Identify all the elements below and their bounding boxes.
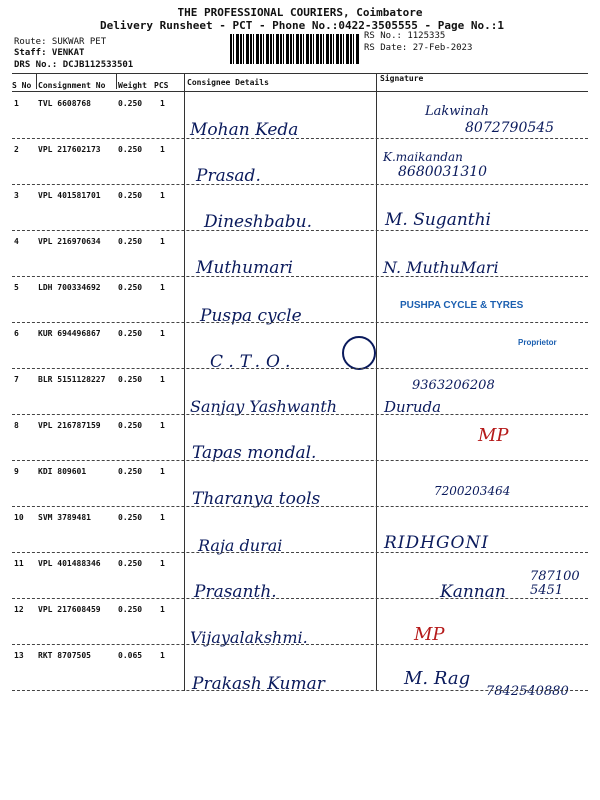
row-sno: 1 (14, 99, 19, 108)
row-consignee: Prasanth. (194, 582, 277, 602)
row-consignment-no: KDI 809601 (38, 467, 87, 476)
row-sno: 4 (14, 237, 19, 246)
row-weight: 0.250 (118, 421, 143, 430)
col-header-pcs: PCS (154, 81, 169, 90)
row-sno: 10 (14, 513, 24, 522)
row-sno: 11 (14, 559, 24, 568)
company-title: THE PROFESSIONAL COURIERS, Coimbatore (177, 6, 423, 19)
row-consignee: Prakash Kumar (192, 674, 325, 694)
col-divider (116, 73, 117, 89)
row-consignment-no: VPL 217608459 (38, 605, 101, 614)
col-header-consignee: Consignee Details (187, 78, 269, 87)
table-top-rule (12, 73, 588, 74)
row-signature: K.maikandan (383, 150, 463, 164)
row-weight: 0.250 (118, 145, 143, 154)
row-signature-phone: 7200203464 (434, 484, 511, 498)
row-pcs: 1 (160, 145, 165, 154)
row-separator (12, 644, 588, 645)
row-sno: 5 (14, 283, 19, 292)
row-consignee: Mohan Keda (190, 120, 299, 140)
row-signature-phone: 9363206208 (412, 378, 495, 393)
row-pcs: 1 (160, 559, 165, 568)
col-header-sno: S No (12, 81, 32, 90)
row-sno: 8 (14, 421, 19, 430)
staff-label: Staff: VENKAT (14, 48, 85, 58)
row-signature-phone: 787100 5451 (530, 569, 580, 598)
route-label: Route: SUKWAR PET (14, 37, 107, 47)
row-sno: 7 (14, 375, 19, 384)
row-consignment-no: RKT 8707505 (38, 651, 91, 660)
row-consignee: Muthumari (196, 258, 293, 278)
stamp-shop-name: PUSHPA CYCLE & TYRES (400, 300, 524, 311)
row-consignment-no: TVL 6608768 (38, 99, 91, 108)
row-signature: Lakwinah (425, 104, 490, 119)
col-header-consignment: Consignment No (38, 81, 106, 90)
row-signature: Duruda (384, 398, 442, 416)
row-consignment-no: LDH 700334692 (38, 283, 101, 292)
row-consignee: Raja durai (198, 536, 283, 555)
row-consignee: Sanjay Yashwanth (190, 397, 338, 416)
row-consignee: Prasad. (196, 166, 261, 186)
row-consignment-no: VPL 401581701 (38, 191, 101, 200)
row-pcs: 1 (160, 329, 165, 338)
row-consignee: Vijayalakshmi. (190, 628, 308, 647)
row-separator (12, 184, 588, 185)
row-weight: 0.250 (118, 559, 143, 568)
row-consignment-no: SVM 3789481 (38, 513, 91, 522)
row-consignment-no: VPL 216787159 (38, 421, 101, 430)
row-separator (12, 414, 588, 415)
row-pcs: 1 (160, 513, 165, 522)
row-weight: 0.250 (118, 99, 143, 108)
row-separator (12, 276, 588, 277)
barcode (230, 34, 360, 64)
row-consignment-no: VPL 217602173 (38, 145, 101, 154)
row-signature: MP (414, 624, 445, 645)
rs-number: RS No.: 1125335 (364, 31, 446, 41)
row-weight: 0.250 (118, 605, 143, 614)
col-header-signature: Signature (380, 74, 424, 83)
runsheet-subtitle: Delivery Runsheet - PCT - Phone No.:0422-3505555 - Page No.:1 (100, 19, 504, 32)
drs-number: DRS No.: DCJB112533501 (14, 60, 134, 70)
row-signature: RIDHGONI (384, 533, 490, 553)
row-sno: 3 (14, 191, 19, 200)
row-consignee: C.T.O. (210, 352, 297, 372)
row-pcs: 1 (160, 605, 165, 614)
row-sno: 6 (14, 329, 19, 338)
row-consignee: Tharanya tools (192, 489, 321, 509)
row-separator (12, 598, 588, 599)
row-weight: 0.250 (118, 467, 143, 476)
row-signature: M. Rag (404, 668, 471, 689)
row-weight: 0.250 (118, 283, 143, 292)
row-pcs: 1 (160, 191, 165, 200)
row-weight: 0.250 (118, 191, 143, 200)
row-consignment-no: VPL 216970634 (38, 237, 101, 246)
row-weight: 0.250 (118, 237, 143, 246)
row-signature-phone: 8680031310 (398, 164, 488, 180)
row-separator (12, 552, 588, 553)
row-weight: 0.250 (118, 513, 143, 522)
col-header-weight: Weight (118, 81, 147, 90)
row-separator (12, 460, 588, 461)
row-weight: 0.250 (118, 329, 143, 338)
row-sno: 13 (14, 651, 24, 660)
row-consignee: Tapas mondal. (192, 443, 317, 463)
row-consignee: Dineshbabu. (204, 212, 313, 232)
stamp-proprietor: Proprietor (518, 338, 557, 347)
row-signature-phone: 7842540880 (486, 684, 569, 699)
row-weight: 0.065 (118, 651, 143, 660)
circled-mark (342, 336, 376, 370)
row-signature: M. Suganthi (385, 210, 491, 230)
row-separator (12, 690, 588, 691)
row-separator (12, 322, 588, 323)
row-weight: 0.250 (118, 375, 143, 384)
row-separator (12, 368, 588, 369)
row-signature: Kannan (440, 582, 506, 602)
row-sno: 9 (14, 467, 19, 476)
row-separator (12, 506, 588, 507)
row-signature: MP (478, 425, 509, 446)
row-pcs: 1 (160, 283, 165, 292)
row-signature: N. MuthuMari (383, 258, 499, 277)
row-consignee: Puspa cycle (200, 306, 302, 326)
row-separator (12, 138, 588, 139)
row-sno: 2 (14, 145, 19, 154)
row-separator (12, 230, 588, 231)
row-consignment-no: BLR 5151128227 (38, 375, 106, 384)
row-pcs: 1 (160, 375, 165, 384)
row-signature-phone: 8072790545 (465, 120, 555, 136)
row-sno: 12 (14, 605, 24, 614)
row-pcs: 1 (160, 467, 165, 476)
rs-date: RS Date: 27-Feb-2023 (364, 43, 473, 53)
row-pcs: 1 (160, 651, 165, 660)
row-pcs: 1 (160, 99, 165, 108)
row-consignment-no: VPL 401488346 (38, 559, 101, 568)
header-bottom-rule (12, 91, 588, 92)
row-consignment-no: KUR 694496867 (38, 329, 101, 338)
row-pcs: 1 (160, 237, 165, 246)
col-divider (36, 73, 37, 89)
row-pcs: 1 (160, 421, 165, 430)
